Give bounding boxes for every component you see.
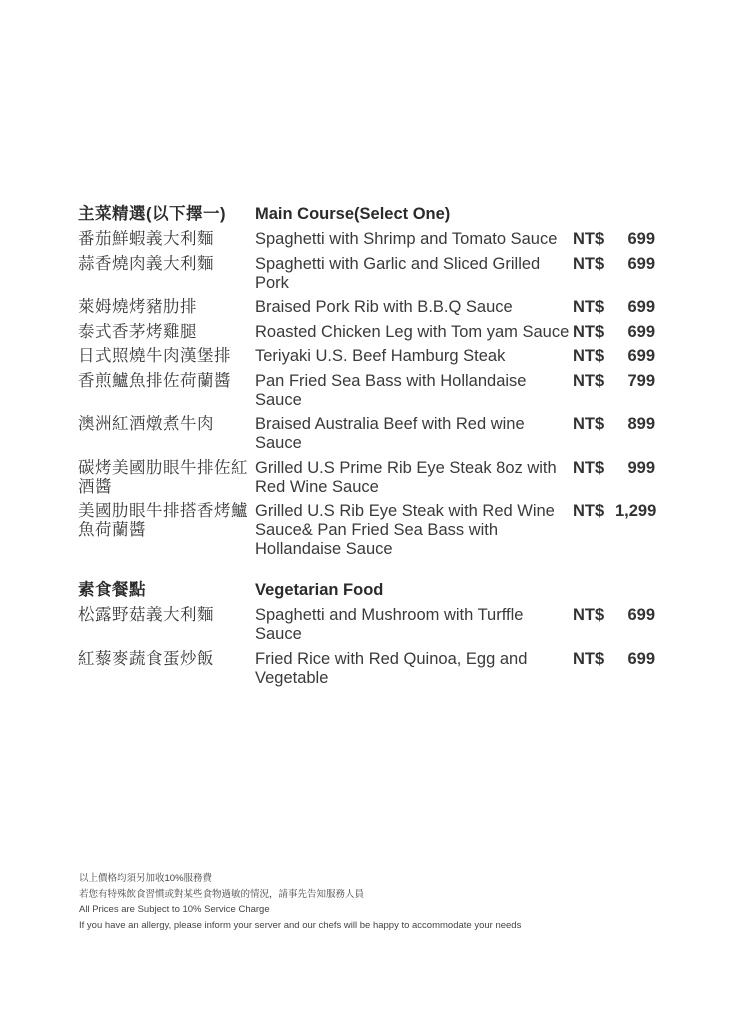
item-currency: NT$	[573, 458, 605, 477]
item-name-en: Fried Rice with Red Quinoa, Egg and Vegetable	[255, 649, 528, 687]
item-name-en: Braised Australia Beef with Red wine Sauce	[255, 415, 525, 452]
item-currency: NT$	[573, 230, 605, 248]
menu-item	[78, 372, 668, 410]
section-title-en: Main Course(Select One)	[255, 205, 451, 223]
item-currency: NT$	[573, 371, 605, 390]
menu	[78, 205, 668, 710]
item-name-en: Spaghetti and Mushroom with Turffle Sauce	[255, 606, 524, 643]
menu-item	[78, 606, 668, 644]
item-name-zh: 萊姆燒烤豬肋排	[78, 298, 197, 316]
item-currency: NT$	[573, 298, 605, 316]
menu-item	[78, 323, 668, 342]
item-currency: NT$	[573, 322, 605, 341]
item-price: 699	[627, 606, 655, 624]
item-name-zh: 紅藜麥蔬食蛋炒飯	[78, 649, 214, 668]
menu-item	[78, 650, 668, 688]
item-name-zh: 澳洲紅酒燉煮牛肉	[78, 415, 214, 433]
item-name-en: Teriyaki U.S. Beef Hamburg Steak	[255, 347, 506, 365]
item-name-zh: 松露野菇義大利麵	[78, 606, 214, 624]
note-service-charge-zh: 以上價格均須另加收10%服務費	[79, 873, 213, 884]
item-name-en: Grilled U.S Prime Rib Eye Steak 8oz with Red Wine Sauce	[255, 458, 557, 496]
item-price: 699	[627, 230, 655, 248]
item-name-zh: 美國肋眼牛排搭香烤鱸魚荷蘭醬	[78, 502, 248, 539]
note-service-charge-en: All Prices are Subject to 10% Service Charge	[79, 904, 270, 915]
item-name-zh: 泰式香茅烤雞腿	[78, 322, 197, 341]
item-name-zh: 香煎鱸魚排佐荷蘭醬	[78, 371, 231, 390]
item-currency: NT$	[573, 347, 605, 365]
item-price: 699	[627, 298, 655, 316]
menu-item	[78, 230, 668, 249]
note-allergy-en: If you have an allergy, please inform your server and our chefs will be happy to accommodate your needs	[79, 919, 522, 931]
menu-item	[78, 415, 668, 453]
item-name-zh: 蒜香燒肉義大利麵	[78, 254, 214, 273]
item-name-en: Grilled U.S Rib Eye Steak with Red Wine Sauce& Pan Fried Sea Bass with Hollandaise Sauce	[255, 502, 555, 558]
section-vegetarian	[78, 581, 668, 688]
footer-notes	[79, 871, 521, 933]
item-currency: NT$	[573, 502, 605, 520]
item-price: 699	[627, 254, 655, 273]
item-currency: NT$	[573, 606, 605, 624]
item-price: 899	[627, 415, 655, 433]
menu-item	[78, 298, 668, 317]
item-currency: NT$	[573, 254, 605, 273]
item-name-en: Spaghetti with Shrimp and Tomato Sauce	[255, 230, 558, 248]
item-name-en: Spaghetti with Garlic and Sliced Grilled Pork	[255, 254, 541, 292]
item-price: 699	[627, 347, 655, 365]
item-price: 699	[627, 649, 655, 668]
menu-item	[78, 255, 668, 293]
section-title-en: Vegetarian Food	[255, 581, 384, 599]
item-name-zh: 碳烤美國肋眼牛排佐紅酒醬	[78, 458, 248, 496]
item-currency: NT$	[573, 415, 605, 433]
section-header	[78, 205, 668, 224]
note-allergy-zh: 若您有特殊飲食習慣或對某些食物過敏的情況，請事先告知服務人員	[79, 888, 365, 900]
item-price: 999	[627, 458, 655, 477]
section-main-course	[78, 205, 668, 559]
item-price: 699	[627, 322, 655, 341]
item-price: 799	[627, 371, 655, 390]
item-name-en: Braised Pork Rib with B.B.Q Sauce	[255, 298, 513, 316]
item-name-zh: 番茄鮮蝦義大利麵	[78, 230, 214, 248]
item-currency: NT$	[573, 649, 605, 668]
menu-item	[78, 502, 668, 559]
item-name-en: Pan Fried Sea Bass with Hollandaise Sauce	[255, 371, 527, 409]
section-header	[78, 581, 668, 600]
menu-item	[78, 347, 668, 366]
item-name-zh: 日式照燒牛肉漢堡排	[78, 347, 231, 365]
section-title-zh: 素食餐點	[78, 581, 146, 599]
menu-item	[78, 459, 668, 497]
section-title-zh: 主菜精選(以下擇一)	[78, 205, 226, 223]
item-price: 1,299	[615, 502, 657, 520]
item-name-en: Roasted Chicken Leg with Tom yam Sauce	[255, 322, 570, 341]
